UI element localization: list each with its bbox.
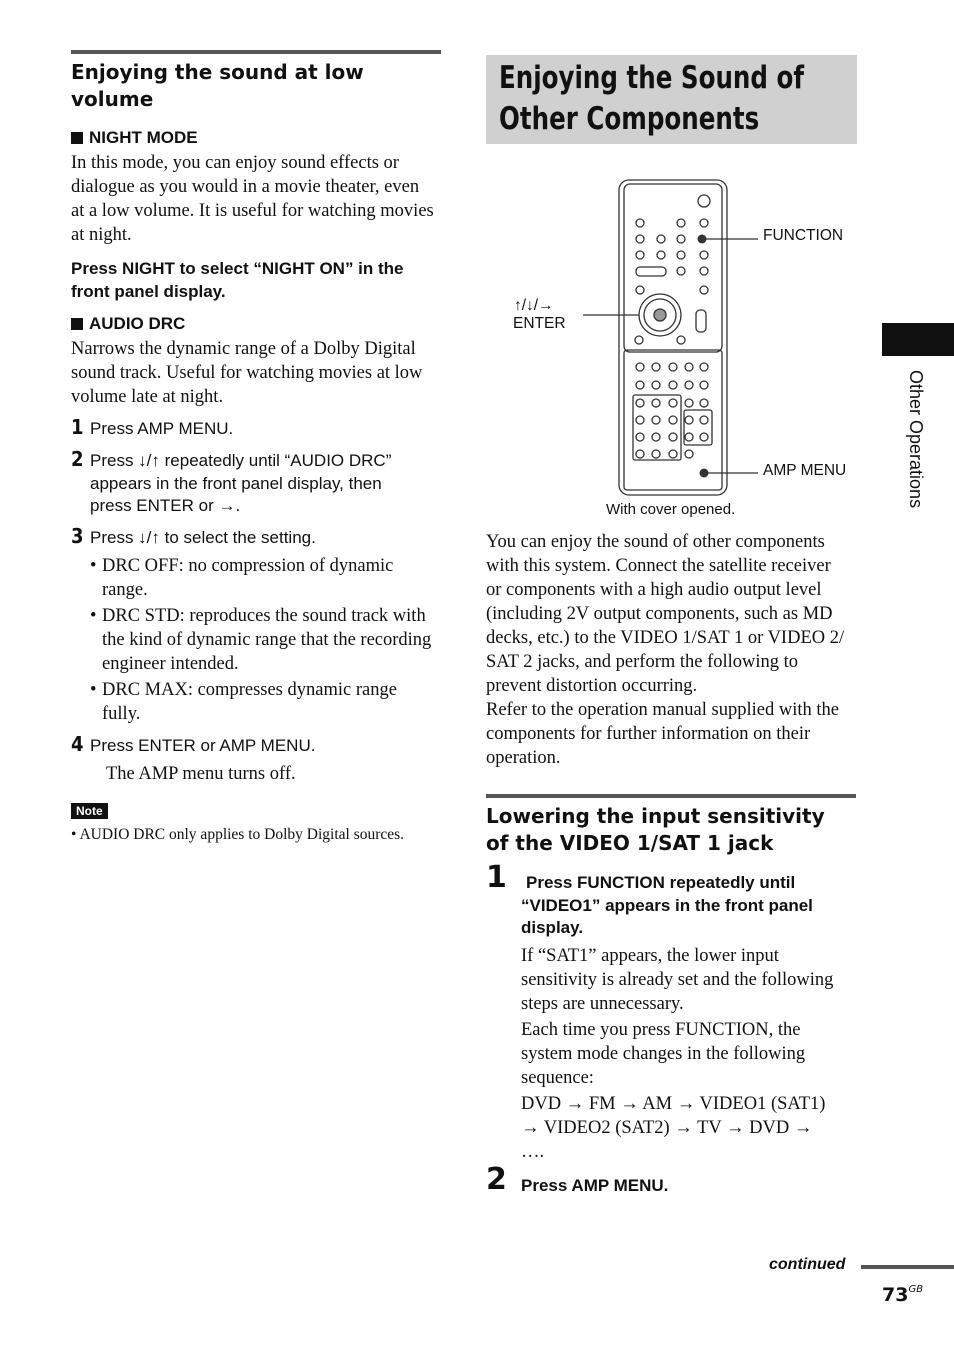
step-3: 3 Press ↓/↑ to select the setting. [71, 524, 316, 548]
step-1: 1 Press AMP MENU. [71, 415, 234, 439]
continued-rule [861, 1265, 954, 1269]
enter-label: ENTER [513, 315, 566, 332]
step-2-instruction: Press AMP MENU. [521, 1176, 669, 1195]
page-title: Enjoying the Sound of Other Components [499, 60, 805, 137]
step-1-number: 1 [486, 860, 507, 895]
note-label: Note [71, 803, 108, 819]
amp-menu-label: AMP MENU [763, 462, 847, 479]
step-1-para1: If “SAT1” appears, the lower input sensitivity is already set and the following steps are unnecessary. [521, 946, 834, 1014]
square-bullet-icon [71, 132, 83, 144]
step-2-number: 2 [486, 1162, 507, 1197]
side-tab-label: Other Operations [906, 370, 926, 509]
page-title-box [486, 55, 857, 144]
audio-drc-title: AUDIO DRC [71, 314, 185, 334]
side-tab-marker [882, 323, 954, 356]
function-label: FUNCTION [763, 227, 844, 244]
note-text: • AUDIO DRC only applies to Dolby Digital sources. [71, 826, 405, 843]
heading-rule [71, 50, 441, 54]
step-4-result: The AMP menu turns off. [106, 764, 296, 784]
night-instruction: Press NIGHT to select “NIGHT ON” in the front panel display. [71, 259, 404, 301]
night-mode-title: NIGHT MODE [71, 128, 198, 148]
subheading-rule [486, 794, 856, 798]
audio-drc-text: Narrows the dynamic range of a Dolby Digital sound track. Useful for watching movies at low volume late at night. [71, 339, 423, 407]
page-number: $73^{GB}$ [882, 1284, 924, 1306]
square-bullet-icon [71, 318, 83, 330]
step-4: 4 Press ENTER or AMP MENU. [71, 732, 316, 756]
step-2: 2 Press ↓/↑ repeatedly until “AUDIO DRC” appears in the front panel display, then press ENTER or →. [71, 447, 392, 515]
step-1-para2: Each time you press FUNCTION, the system mode changes in the following sequence: [521, 1020, 806, 1088]
section-heading: Enjoying the sound at low volume [71, 60, 364, 111]
step-1-instruction: Press FUNCTION repeatedly until “VIDEO1” appears in the front panel display. [521, 873, 813, 937]
night-mode-text: In this mode, you can enjoy sound effects or dialogue as you would in a movie theater, even at a low volume. It is useful for watching movies at night. [71, 153, 434, 245]
figure-caption: With cover opened. [606, 501, 736, 518]
continued-label: continued [769, 1256, 846, 1273]
subheading: Lowering the input sensitivity of the VIDEO 1/SAT 1 jack [486, 804, 825, 855]
intro-text: You can enjoy the sound of other components with this system. Connect the satellite receiver or components with a high audio output level (including 2V output components, such as MD decks, etc.) to the VIDEO 1/SAT 1 or VIDEO 2/ SAT 2 jacks, and perform the following to prevent distortion occurring. Refer to the operation manual supplied with the components for further information on their operation. [486, 532, 845, 768]
function-sequence: DVD → FM → AM → VIDEO1 (SAT1) → VIDEO2 (SAT2) → TV → DVD → …. [521, 1094, 826, 1162]
arrows-label: ↑/↓/→ [514, 297, 554, 314]
